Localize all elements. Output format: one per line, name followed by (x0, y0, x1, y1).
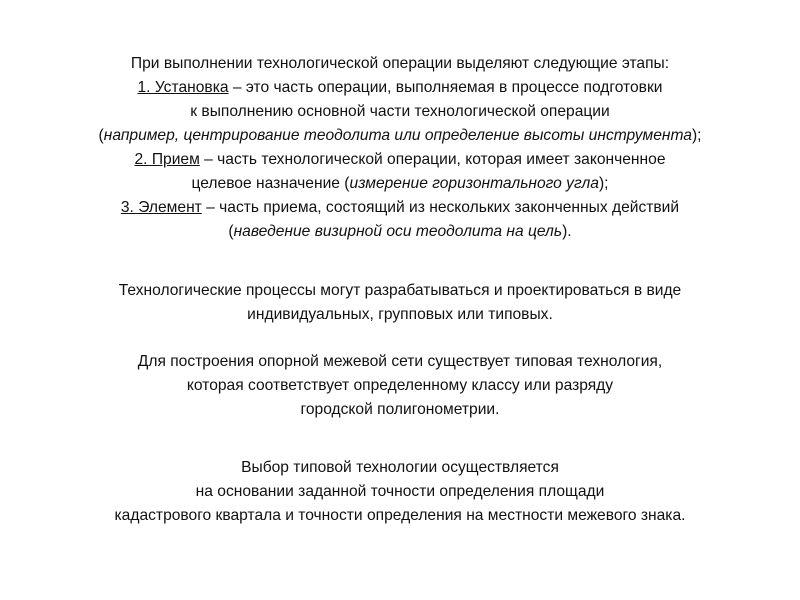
development-paragraph (0, 279, 800, 327)
survey-network-line-1: Для построения опорной межевой сети существует типовая технология, (137, 353, 663, 370)
stage-3-line-1 (0, 196, 800, 220)
survey-network-line-3: городской полигонометрии. (300, 401, 500, 418)
stage-2-text-b: целевое назначение ( (191, 175, 350, 192)
stage-2-text-a: – часть технологической операции, которая имеет законченное (199, 151, 666, 168)
stage-1-example-line (0, 124, 800, 148)
survey-network-paragraph (0, 350, 800, 422)
stage-3-example-open: ( (228, 223, 234, 240)
stage-1-term: 1. Установка (137, 79, 229, 96)
stage-1-line-2: к выполнению основной части технологической операции (190, 103, 610, 120)
technology-choice-line-3: кадастрового квартала и точности определения на местности межевого знака. (114, 507, 686, 524)
stage-1-text-a: – это часть операции, выполняемая в процессе подготовки (228, 79, 663, 96)
stage-2-line-1 (0, 148, 800, 172)
stage-1-example-close: ); (691, 127, 702, 144)
development-line-1: Технологические процессы могут разрабатываться и проектироваться в виде (118, 282, 682, 299)
stages-paragraph (0, 52, 800, 244)
stage-1-line-1 (0, 76, 800, 100)
stage-3-example-close: ). (562, 223, 572, 240)
stage-3-text-a: – часть приема, состоящий из нескольких законченных действий (201, 199, 680, 216)
stage-2-example: измерение горизонтального угла (349, 175, 599, 192)
stage-1-example: например, центрирование теодолита или определение высоты инструмента (103, 127, 692, 144)
survey-network-line-2: которая соответствует определенному классу или разряду (186, 377, 614, 394)
stage-2-term: 2. Прием (134, 151, 200, 168)
technology-choice-paragraph (0, 456, 800, 528)
technology-choice-line-1: Выбор типовой технологии осуществляется (241, 459, 559, 476)
stage-3-example: наведение визирной оси теодолита на цель (233, 223, 563, 240)
stages-intro-line: При выполнении технологической операции выделяют следующие этапы: (130, 55, 670, 72)
stage-2-example-close: ); (598, 175, 609, 192)
stage-3-example-line (0, 220, 800, 244)
stage-1-example-open: ( (98, 127, 104, 144)
stage-3-term: 3. Элемент (120, 199, 202, 216)
development-line-2: индивидуальных, групповых или типовых. (247, 306, 553, 323)
stage-2-line-2 (0, 172, 800, 196)
technology-choice-line-2: на основании заданной точности определения площади (195, 483, 605, 500)
